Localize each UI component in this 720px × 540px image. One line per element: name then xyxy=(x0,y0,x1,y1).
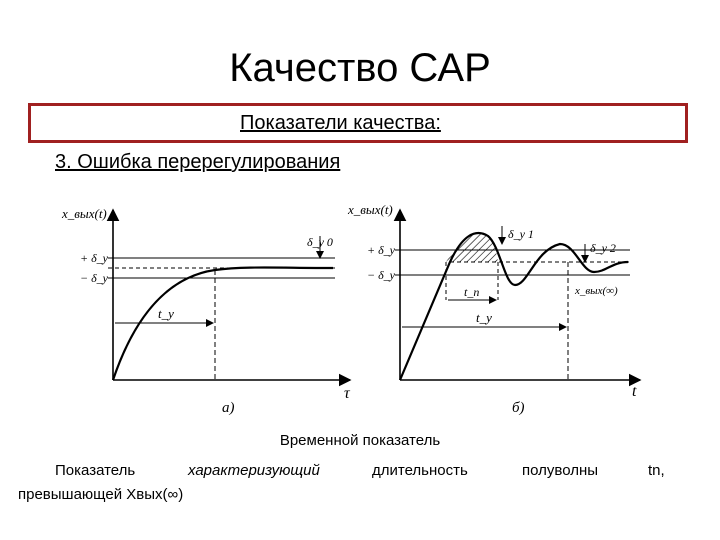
panel-a-ty-label: t_y xyxy=(158,306,174,321)
panel-b-ty-label: t_y xyxy=(476,310,492,325)
description-line-2: превышающей Xвых(∞) xyxy=(18,486,184,503)
description-word-3: длительность xyxy=(372,462,468,479)
panel-a-response-curve xyxy=(113,268,333,381)
description-word-5: tn, xyxy=(648,462,665,479)
description-word-1: Показатель xyxy=(55,462,136,479)
panel-b-delta2-label: δ_y 2 xyxy=(590,241,616,255)
section-heading: 3. Ошибка перерегулирования xyxy=(55,151,341,173)
panel-a-minus-delta: − δ_y xyxy=(80,271,109,285)
panel-a-t-label: τ xyxy=(344,385,350,402)
panel-b-label: б) xyxy=(512,400,525,416)
panel-b-t-label: t xyxy=(632,383,637,400)
panel-a-delta-label: δ_y 0 xyxy=(307,235,333,249)
description-word-4: полуволны xyxy=(522,462,599,479)
panel-b-y-label: x_вых(t) xyxy=(348,202,393,217)
panel-a-plus-delta: + δ_y xyxy=(80,251,109,265)
subtitle: Показатели качества: xyxy=(240,112,441,134)
panel-a-label: а) xyxy=(222,400,235,416)
panel-b-response-curve xyxy=(400,233,628,380)
panel-b-xinf-label: x_вых(∞) xyxy=(575,285,618,297)
caption: Временной показатель xyxy=(279,432,441,449)
panel-b-delta1-label: δ_y 1 xyxy=(508,227,534,241)
panel-b-plus-delta: + δ_y xyxy=(367,243,396,257)
description-word-2: характеризующий xyxy=(188,462,320,479)
panel-b-tn-label: t_n xyxy=(464,285,480,299)
slide-title: Качество САР xyxy=(229,46,491,90)
panel-b-minus-delta: − δ_y xyxy=(367,268,396,282)
panel-a-y-label: x_вых(t) xyxy=(62,206,107,221)
